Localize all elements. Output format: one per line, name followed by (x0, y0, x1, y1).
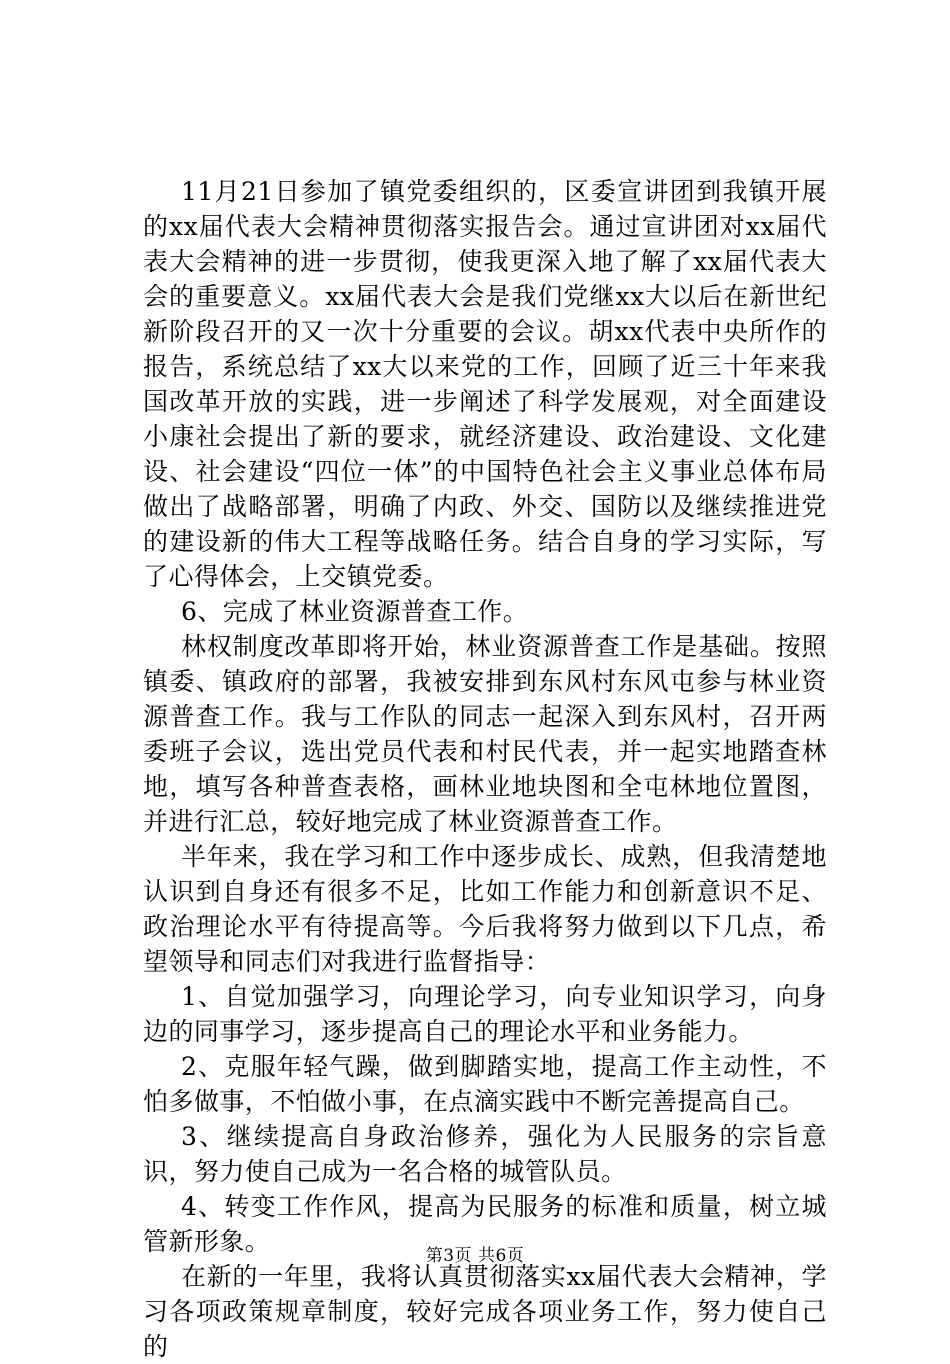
paragraph-forestry-survey: 林权制度改革即将开始，林业资源普查工作是基础。按照镇委、镇政府的部署，我被安排到东风村东风屯参与林业资源普查工作。我与工作队的同志一起深入到东风村，召开两委班子会议，选出党员代表和村民代表，并一起实地踏查林地，填写各种普查表格，画林业地块图和全屯林地位置图，并进行汇总，较好地完成了林业资源普查工作。 (143, 632, 827, 836)
paragraph-new-year: 在新的一年里，我将认真贯彻落实xx届代表大会精神，学习各项政策规章制度，较好完成各项业务工作，努力使自己的 (143, 1262, 827, 1361)
paragraph-report-meeting: 11月21日参加了镇党委组织的，区委宣讲团到我镇开展的xx届代表大会精神贯彻落实报告会。通过宣讲团对xx届代表大会精神的进一步贯彻，使我更深入地了解了xx届代表大会的重要意义。xx届代表大会是我们党继xx大以后在新世纪新阶段召开的又一次十分重要的会议。胡xx代表中央所作的报告，系统总结了xx大以来党的工作，回顾了近三十年来我国改革开放的实践，进一步阐述了科学发展观，对全面建设小康社会提出了新的要求，就经济建设、政治建设、文化建设、社会建设“四位一体”的中国特色社会主义事业总体布局做出了战略部署，明确了内政、外交、国防以及继续推进党的建设新的伟大工程等战略任务。结合自身的学习实际，写了心得体会，上交镇党委。 (143, 177, 827, 591)
paragraph-goal-4: 4、转变工作作风，提高为民服务的标准和质量，树立城管新形象。 (143, 1192, 827, 1256)
paragraph-goal-2: 2、克服年轻气躁，做到脚踏实地，提高工作主动性，不怕多做事，不怕做小事，在点滴实践中不断完善提高自己。 (143, 1052, 827, 1116)
paragraph-goal-1: 1、自觉加强学习，向理论学习，向专业知识学习，向身边的同事学习，逐步提高自己的理论水平和业务能力。 (143, 982, 827, 1046)
paragraph-item-6-heading: 6、完成了林业资源普查工作。 (181, 597, 529, 626)
page-number-footer: 第3页 共6页 (425, 1246, 525, 1266)
document-body (143, 174, 827, 1364)
paragraph-goal-3: 3、继续提高自身政治修养，强化为人民服务的宗旨意识，努力使自己成为一名合格的城管队员。 (143, 1122, 827, 1186)
paragraph-half-year-summary: 半年来，我在学习和工作中逐步成长、成熟，但我清楚地认识到自身还有很多不足，比如工作能力和创新意识不足、政治理论水平有待提高等。今后我将努力做到以下几点，希望领导和同志们对我进行监督指导： (143, 842, 827, 976)
